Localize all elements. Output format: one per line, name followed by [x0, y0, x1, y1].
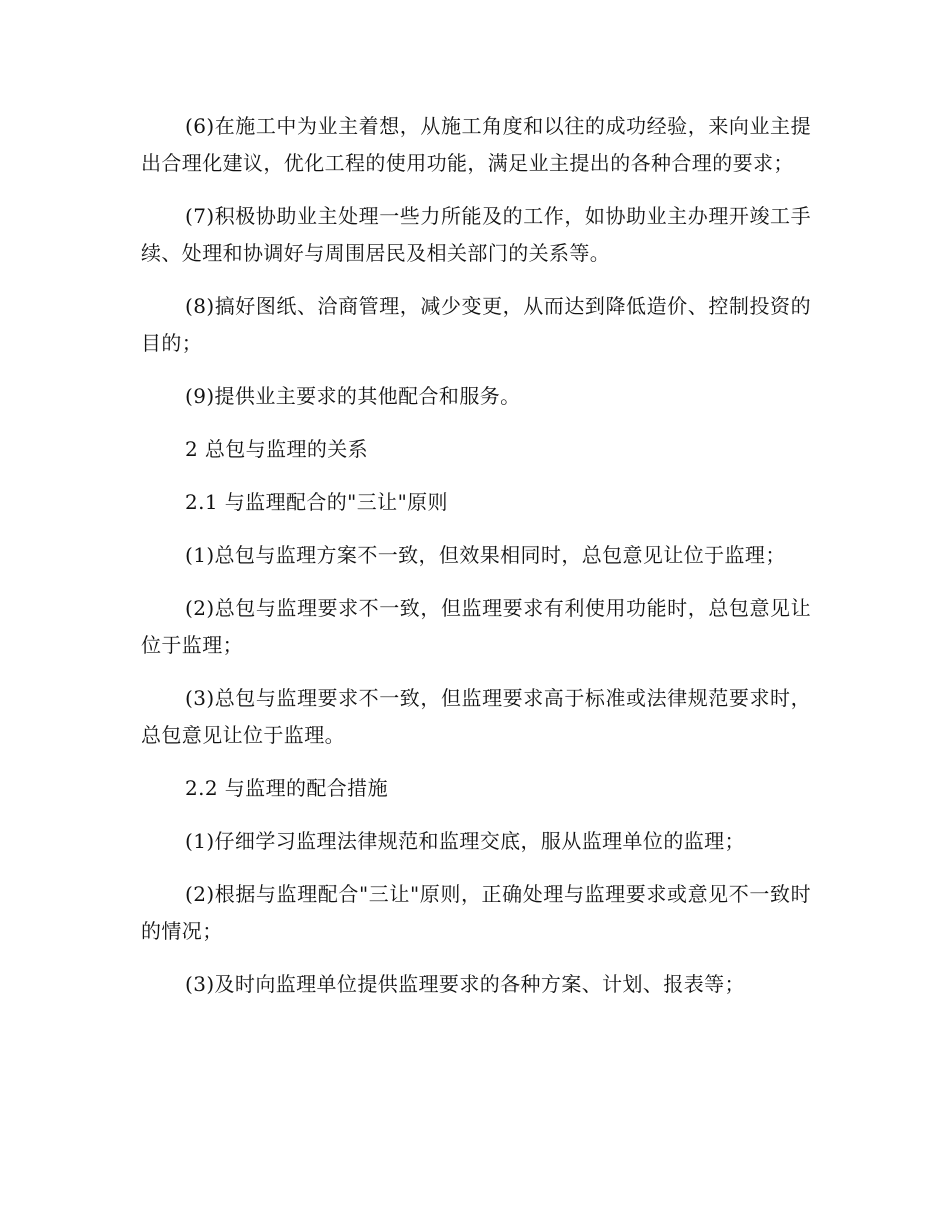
- subsection-heading-2-1: 2.1 与监理配合的"三让"原则: [185, 490, 448, 514]
- measure-item-3: (3)及时向监理单位提供监理要求的各种方案、计划、报表等；: [185, 972, 745, 996]
- paragraph-item-9: (9)提供业主要求的其他配合和服务。: [185, 384, 521, 408]
- paragraph-item-7: (7)积极协助业主处理一些力所能及的工作，如协助业主办理开竣工手续、处理和协调好与周围居民及相关部门的关系等。: [141, 204, 811, 265]
- principle-item-1: (1)总包与监理方案不一致，但效果相同时，总包意见让位于监理；: [185, 543, 786, 567]
- principle-item-3: (3)总包与监理要求不一致，但监理要求高于标准或法律规范要求时，总包意见让位于监理。: [141, 686, 811, 747]
- paragraph-item-8: (8)搞好图纸、洽商管理，减少变更，从而达到降低造价、控制投资的目的；: [141, 294, 811, 355]
- document-body: [141, 108, 811, 1019]
- section-heading-2: 2 总包与监理的关系: [185, 437, 369, 461]
- paragraph-item-6: (6)在施工中为业主着想，从施工角度和以往的成功经验，来向业主提出合理化建议，优化工程的使用功能，满足业主提出的各种合理的要求；: [141, 114, 811, 175]
- measure-item-2: (2)根据与监理配合"三让"原则，正确处理与监理要求或意见不一致时的情况；: [141, 882, 811, 943]
- measure-item-1: (1)仔细学习监理法律规范和监理交底，服从监理单位的监理；: [185, 829, 745, 853]
- subsection-heading-2-2: 2.2 与监理的配合措施: [185, 776, 388, 800]
- principle-item-2: (2)总包与监理要求不一致，但监理要求有利使用功能时，总包意见让位于监理；: [141, 596, 811, 657]
